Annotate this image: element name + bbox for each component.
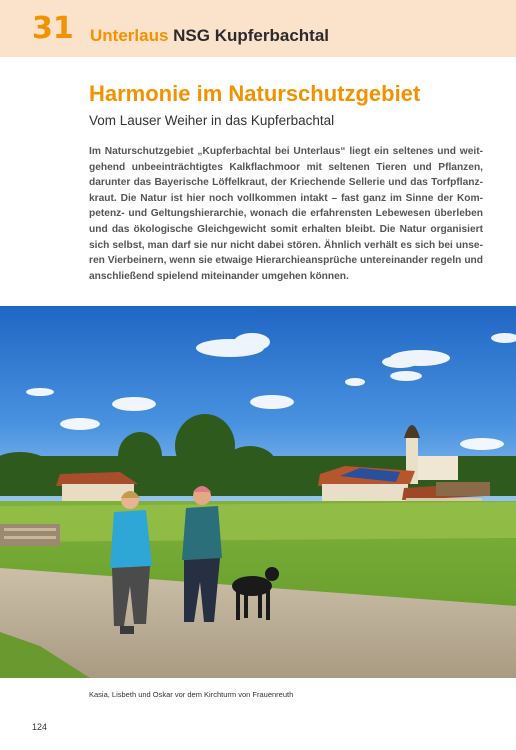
header-title <box>90 25 329 47</box>
article-title: Harmonie im Naturschutzgebiet <box>89 81 421 106</box>
header-area: NSG Kupferbachtal <box>173 26 330 45</box>
wood-pile <box>0 524 60 546</box>
article-body: Im Naturschutzgebiet „Kupferbachtal bei Unterlaus“ liegt ein seltenes und weitgehend unbeeinträchtigtes Kalkflachmoor mit seltenen Tieren und Pflanzen, darunter das Bayerische Löffelkraut, der Kriechende Sellerie und das Torfpflanzkraut. Die Natur ist hier noch vollkommen intakt – fast ganz im Sinne der Kompetenz- und Geltungshierarchie, wonach die erfahrensten Lebewesen überleben und das ökologische Gleichgewicht somit erhalten bleibt. Die Natur organisiert sich selbst, man darf sie nur nicht dabei stören. Ähnlich verhält es sich bei unseren Vierbeinern, wenn sie etwaige Hierarchieansprüche untereinander regeln und anschließend spielend miteinander umgehen können. <box>89 146 483 282</box>
field-light <box>0 502 516 542</box>
page-number: 124 <box>32 722 48 732</box>
tour-number: 31 <box>32 11 74 46</box>
article-subtitle: Vom Lauser Weiher in das Kupferbachtal <box>89 113 335 128</box>
header-place: Unterlaus <box>90 26 169 45</box>
photo-caption: Kasia, Lisbeth und Oskar vor dem Kirchturm von Frauenreuth <box>89 690 294 699</box>
hiking-photo <box>0 306 516 678</box>
chapter-header <box>0 0 516 57</box>
